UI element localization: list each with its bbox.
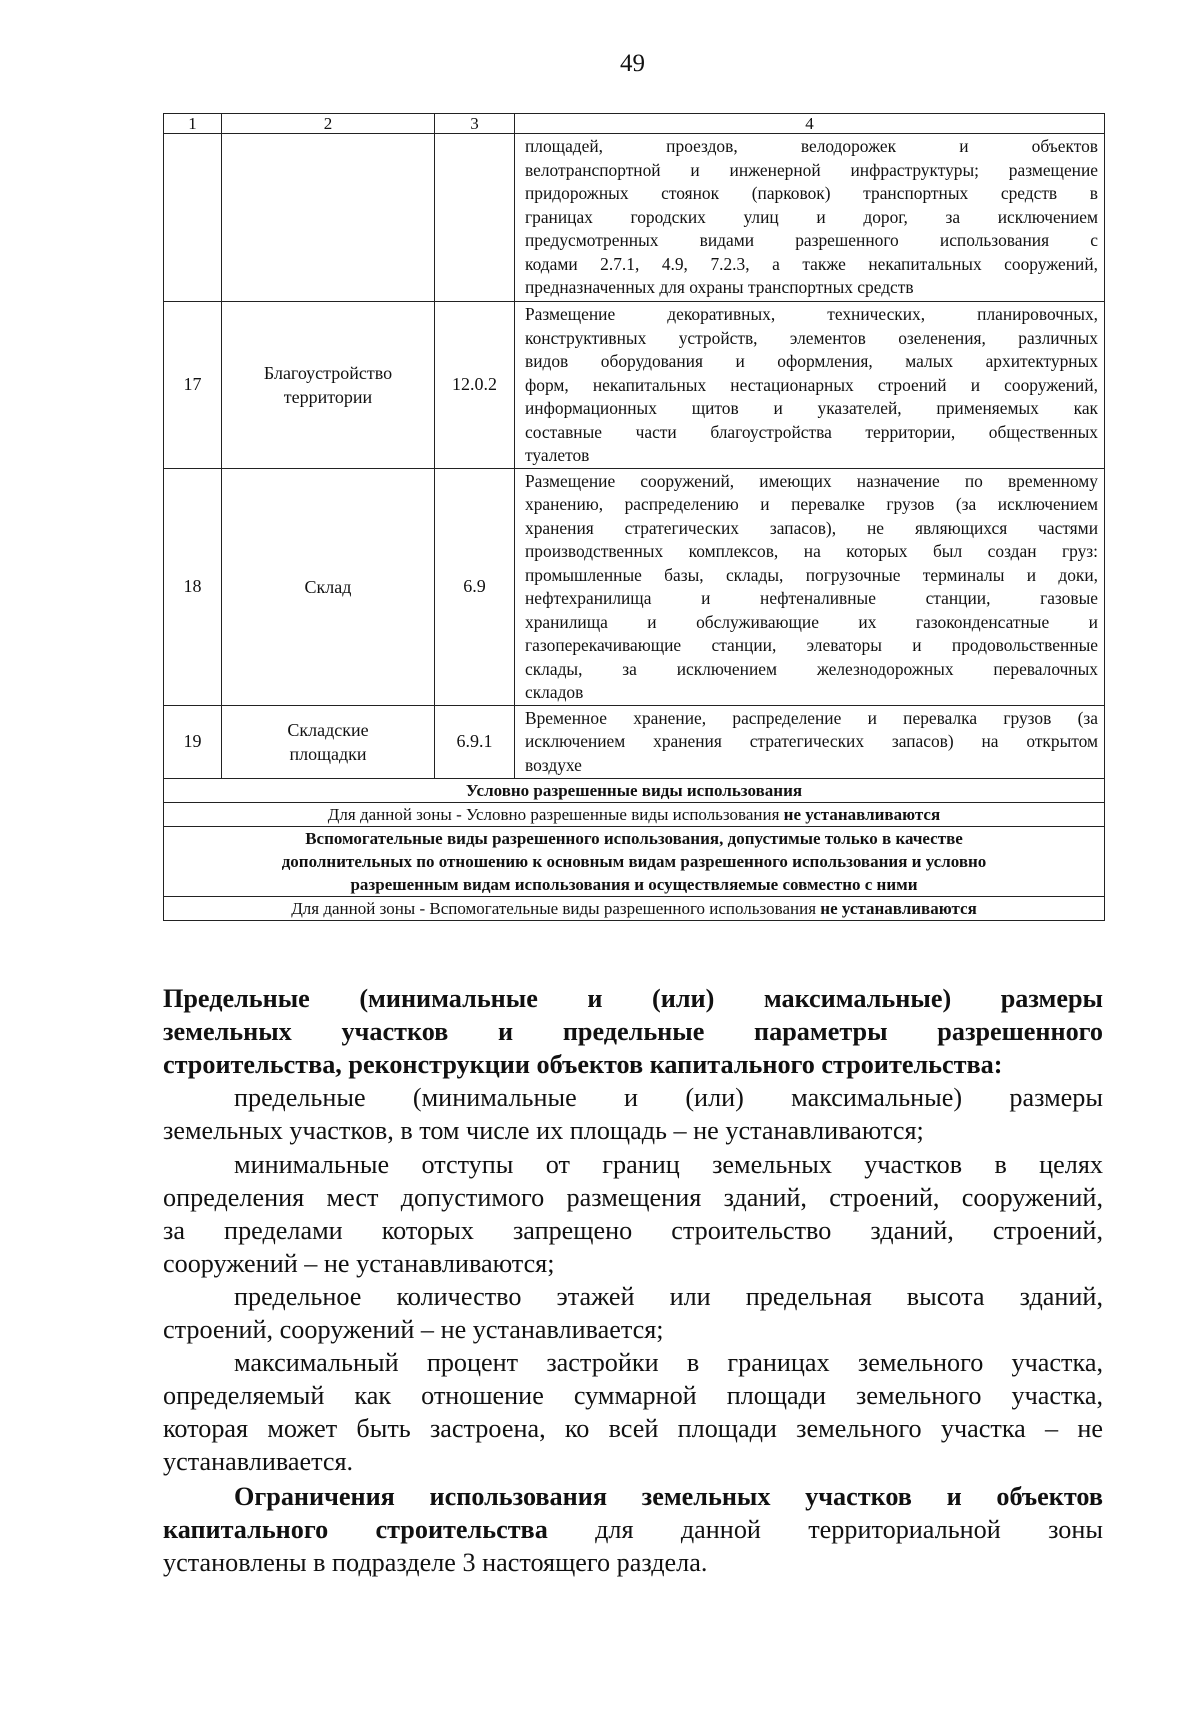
row-code: 12.0.2 (435, 302, 515, 469)
section-heading: Предельные (минимальные и (или) максимальные) размеры земельных участков и предельные параметры разрешенного строительства, реконструкции объектов капитального строительства: (163, 984, 1103, 1079)
column-header: 4 (515, 114, 1105, 134)
row-number: 18 (164, 468, 222, 705)
restrictions-paragraph: Ограничения использования земельных участков и объектов капитального строительства для данной территориальной зоны установлены в подразделе 3 настоящего раздела. (163, 1482, 1103, 1577)
auxiliary-uses-note: Для данной зоны - Вспомогательные виды разрешенного использования не устанавливаются (164, 896, 1105, 920)
auxiliary-uses-title-row (164, 826, 1105, 896)
page-number: 49 (620, 50, 645, 77)
auxiliary-uses-note-row (164, 896, 1105, 920)
row-number: 17 (164, 302, 222, 469)
table-row (164, 468, 1105, 705)
row-name: Складские площадки (222, 705, 435, 778)
land-use-table (163, 113, 1105, 921)
paragraph: максимальный процент застройки в границах земельного участка, определяемый как отношение суммарной площади земельного участка, которая может быть застроена, ко всей площади земельного участка – не устанавливается. (163, 1348, 1103, 1476)
table-row (164, 705, 1105, 778)
column-header: 2 (222, 114, 435, 134)
row-description: площадей, проездов, велодорожек и объектов велотранспортной и инженерной инфраструктуры; размещение придорожных стоянок (парковок) транспортных средств в границах городских улиц и дорог, за исключением предусмотренных видами разрешенного использования с кодами 2.7.1, 4.9, 7.2.3, а также некапитальных сооружений, предназначенных для охраны транспортных средств (515, 134, 1105, 302)
row-code: 6.9 (435, 468, 515, 705)
conditional-uses-title-row (164, 778, 1105, 802)
conditional-uses-title: Условно разрешенные виды использования (164, 778, 1105, 802)
row-name: Склад (222, 468, 435, 705)
table-header-row (164, 114, 1105, 134)
table-row-continuation (164, 134, 1105, 302)
row-description: Временное хранение, распределение и перевалка грузов (за исключением хранения стратегических запасов) на открытом воздухе (515, 705, 1105, 778)
conditional-uses-note-row (164, 802, 1105, 826)
paragraph: минимальные отступы от границ земельных участков в целях определения мест допустимого размещения зданий, строений, сооружений, за пределами которых запрещено строительство зданий, строений, сооружений – не устанавливаются; (163, 1150, 1103, 1278)
row-description: Размещение декоративных, технических, планировочных, конструктивных устройств, элементов озеленения, различных видов оборудования и оформления, малых архитектурных форм, некапитальных нестационарных строений и сооружений, информационных щитов и указателей, применяемых как составные части благоустройства территории, общественных туалетов (515, 302, 1105, 469)
auxiliary-uses-title: Вспомогательные виды разрешенного использования, допустимые только в качестве дополнительных по отношению к основным видам разрешенного использования и условно разрешенным видам использования и осуществляемые совместно с ними (164, 826, 1105, 896)
paragraph: предельные (минимальные и (или) максимальные) размеры земельных участков, в том числе их площадь – не устанавливаются; (163, 1083, 1103, 1145)
row-description: Размещение сооружений, имеющих назначение по временному хранению, распределению и перевалке грузов (за исключением хранения стратегических запасов), не являющихся частями производственных комплексов, на которых был создан груз: промышленные базы, склады, погрузочные терминалы и доки, нефтехранилища и нефтеналивные станции, газовые хранилища и обслуживающие их газоконденсатные и газоперекачивающие станции, элеваторы и продовольственные склады, за исключением железнодорожных перевалочных складов (515, 468, 1105, 705)
paragraph: предельное количество этажей или предельная высота зданий, строений, сооружений – не устанавливается; (163, 1282, 1103, 1344)
table-row (164, 302, 1105, 469)
row-number: 19 (164, 705, 222, 778)
row-code: 6.9.1 (435, 705, 515, 778)
column-header: 3 (435, 114, 515, 134)
conditional-uses-note: Для данной зоны - Условно разрешенные виды использования не устанавливаются (164, 802, 1105, 826)
column-header: 1 (164, 114, 222, 134)
row-name: Благоустройство территории (222, 302, 435, 469)
